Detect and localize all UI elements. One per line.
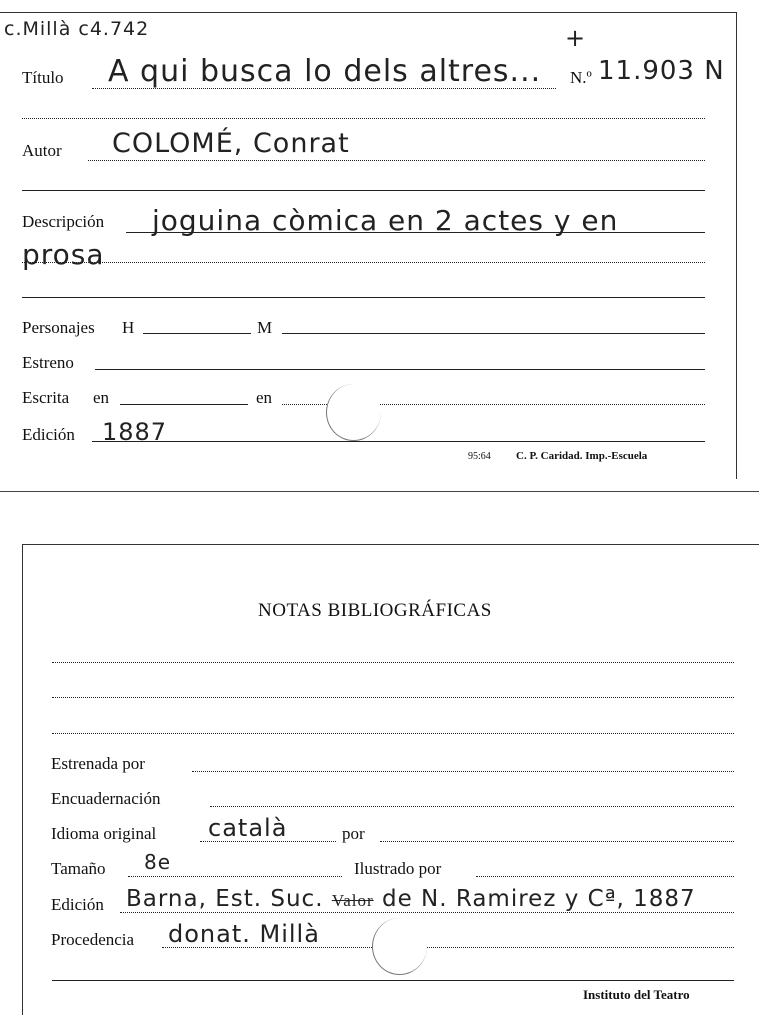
numero-label: N.º — [570, 68, 592, 87]
descripcion-extra-line — [22, 297, 705, 298]
punch-hole-front — [326, 384, 381, 441]
descripcion-value-2: prosa — [22, 238, 105, 271]
cross-mark: + — [565, 24, 587, 52]
idioma-value: català — [208, 814, 288, 842]
h-label: H — [122, 318, 135, 337]
descripcion-value-1: joguina còmica en 2 actes y en — [152, 204, 619, 237]
escrita-label: Escrita — [22, 388, 70, 407]
escrita-line-1 — [120, 404, 248, 405]
estrenada-line — [192, 771, 734, 772]
autor-extra-line — [22, 190, 705, 191]
notas-heading: NOTAS BIBLIOGRÁFICAS — [258, 600, 492, 621]
edicion-back-line — [120, 912, 734, 913]
estreno-label: Estreno — [22, 353, 74, 372]
edicion-back-label: Edición — [51, 895, 104, 914]
tamano-label: Tamaño — [51, 859, 106, 878]
edicion-label: Edición — [22, 425, 75, 444]
encuadernacion-label: Encuadernación — [51, 789, 161, 808]
final-line — [52, 980, 734, 981]
printer-name: C. P. Caridad. Imp.-Escuela — [516, 450, 648, 462]
ilustrado-line — [476, 876, 734, 877]
por-label: por — [342, 824, 365, 843]
descripcion-line-2 — [22, 262, 705, 263]
por-line — [380, 841, 734, 842]
edicion-back-value — [126, 886, 696, 912]
edicion-back-struck: Valor — [331, 891, 374, 910]
edicion-line — [92, 441, 705, 442]
footer-institution: Instituto del Teatro — [583, 987, 690, 1002]
notas-line-2 — [52, 697, 734, 698]
procedencia-label: Procedencia — [51, 930, 135, 949]
escrita-en-label-2: en — [256, 388, 273, 407]
h-line — [143, 333, 251, 334]
ilustrado-label: Ilustrado por — [354, 859, 442, 878]
m-line — [282, 333, 705, 334]
encuadernacion-line — [210, 806, 734, 807]
edicion-back-value-a: Barna, Est. Suc. — [126, 886, 324, 912]
punch-hole-back — [372, 918, 427, 975]
card-separator — [0, 491, 759, 492]
estrenada-label: Estrenada por — [51, 754, 145, 773]
escrita-en-label: en — [93, 388, 110, 407]
estreno-line — [95, 369, 705, 370]
tamano-value: 8e — [144, 850, 172, 874]
notas-line-3 — [52, 733, 734, 734]
call-number: c.Millà c4.742 — [4, 18, 150, 40]
edicion-back-value-b: de N. Ramirez y Cª, 1887 — [381, 886, 696, 912]
descripcion-label: Descripción — [22, 212, 105, 231]
procedencia-value: donat. Millà — [168, 920, 320, 948]
titulo-extra-line — [22, 118, 705, 119]
idioma-label: Idioma original — [51, 824, 157, 843]
titulo-label: Título — [22, 68, 64, 87]
autor-value: COLOMÉ, Conrat — [112, 128, 350, 159]
notas-line-1 — [52, 662, 734, 663]
personajes-label: Personajes — [22, 318, 95, 337]
tamano-line — [128, 876, 342, 877]
autor-line — [88, 160, 705, 161]
titulo-value: A qui busca lo dels altres... — [108, 54, 542, 89]
edicion-value: 1887 — [102, 418, 168, 446]
m-label: M — [257, 318, 273, 337]
autor-label: Autor — [22, 141, 62, 160]
numero-value: 11.903 N — [598, 56, 725, 86]
printer-code: 95:64 — [468, 451, 491, 462]
